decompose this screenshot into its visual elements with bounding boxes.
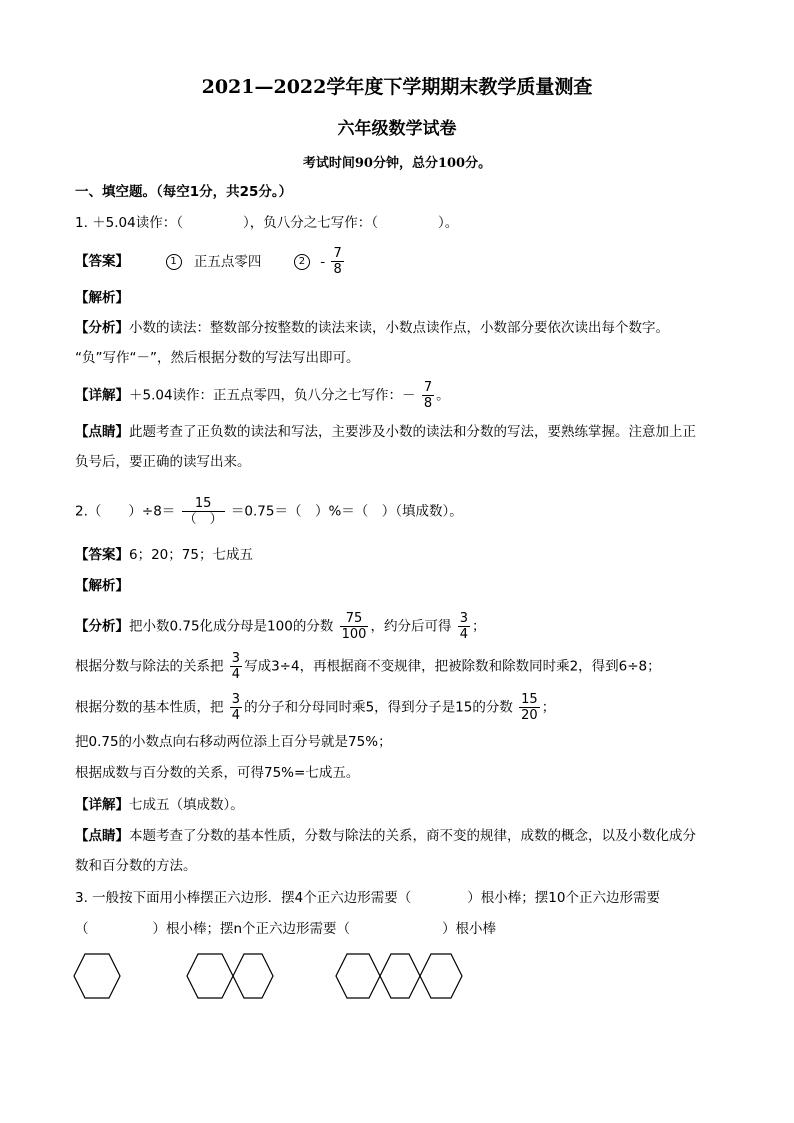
- q2-answer: 【答案】6；20；75；七成五: [75, 547, 253, 563]
- fraction: $\frac{75}{100}$: [341, 611, 367, 642]
- fraction: $\frac{15}{20}$: [521, 692, 538, 723]
- q2-fenxi-2: 根据分数与除法的关系把 $\frac{3}{4}$ 写成3÷4，再根据商不变规律，把被除数和除数同时乘2，得到6÷8；: [75, 651, 661, 682]
- q1-dianjing: 【点睛】此题考查了正负数的读法和写法，主要涉及小数的读法和分数的写法，要熟练掌握。注意加上正: [75, 424, 696, 440]
- hexagon-figure-2: [185, 950, 275, 1002]
- fraction: $\frac{15}{( )}$: [183, 496, 223, 527]
- hexagon-figure-3: [334, 950, 464, 1002]
- q2-fenxi-1: 【分析】把小数0.75化成分母是100的分数 $\frac{75}{100}$ ，约分后可得 $\frac{3}{4}$ ；: [75, 611, 486, 642]
- fraction: $\frac{3}{4}$: [459, 611, 469, 642]
- answer-marker-2: 2: [294, 254, 310, 270]
- fraction: $\frac{3}{4}$: [231, 692, 241, 723]
- exam-info: 考试时间90分钟，总分100分。: [302, 156, 492, 171]
- question-2: 2.（ ）÷8＝ $\frac{15}{( )}$ ＝0.75＝（ ）%＝（ ）（填成数）。: [75, 496, 463, 527]
- fraction: $\frac{7}{8}$: [423, 380, 433, 411]
- q1-jiexi: 【解析】: [75, 290, 129, 306]
- fraction: $\frac{7}{8}$: [333, 246, 342, 277]
- q1-answer: 【答案】 1 正五点零四 2 - $\frac{7}{8}$: [75, 246, 342, 277]
- q1-xiangjie: 【详解】＋5.04读作：正五点零四，负八分之七写作：－ $\frac{7}{8}$ 。: [75, 380, 450, 411]
- q2-xiangjie: 【详解】七成五（填成数）。: [75, 797, 244, 813]
- q1-fenxi: 【分析】小数的读法：整数部分按整数的读法来读，小数点读作点，小数部分要依次读出每个数字。: [75, 320, 669, 336]
- question-1: 1. ＋5.04读作：（ ），负八分之七写作：（ ）。: [75, 215, 459, 231]
- q2-dianjing-2: 数和百分数的方法。: [75, 858, 197, 874]
- q1-fenxi-2: “负”写作“－”，然后根据分数的写法写出即可。: [75, 350, 360, 366]
- fraction: $\frac{3}{4}$: [231, 651, 241, 682]
- question-3: 3. 一般按下面用小棒摆正六边形．摆4个正六边形需要（ ）根小棒；摆10个正六边形需要: [75, 890, 660, 906]
- q2-jiexi: 【解析】: [75, 578, 129, 594]
- q2-fenxi-4: 把0.75的小数点向右移动两位添上百分号就是75%；: [75, 734, 392, 750]
- question-3-cont: （ ）根小棒；摆n个正六边形需要（ ）根小棒: [75, 921, 497, 937]
- q2-fenxi-3: 根据分数的基本性质，把 $\frac{3}{4}$ 的分子和分母同时乘5，得到分子是15的分数 $\frac{15}{20}$ ；: [75, 692, 556, 723]
- exam-subtitle: 六年级数学试卷: [337, 119, 457, 139]
- exam-title: 2021—2022学年度下学期期末教学质量测查: [201, 76, 593, 98]
- section-heading: 一、填空题。（每空1分，共25分。）: [75, 184, 293, 200]
- hexagon-figure-1: [72, 950, 122, 1002]
- answer-marker-1: 1: [166, 254, 182, 270]
- q1-dianjing-2: 负号后，要正确的读写出来。: [75, 454, 251, 470]
- q2-dianjing: 【点睛】本题考查了分数的基本性质，分数与除法的关系，商不变的规律，成数的概念，以及小数化成分: [75, 828, 696, 844]
- q2-fenxi-5: 根据成数与百分数的关系，可得75%=七成五。: [75, 765, 360, 781]
